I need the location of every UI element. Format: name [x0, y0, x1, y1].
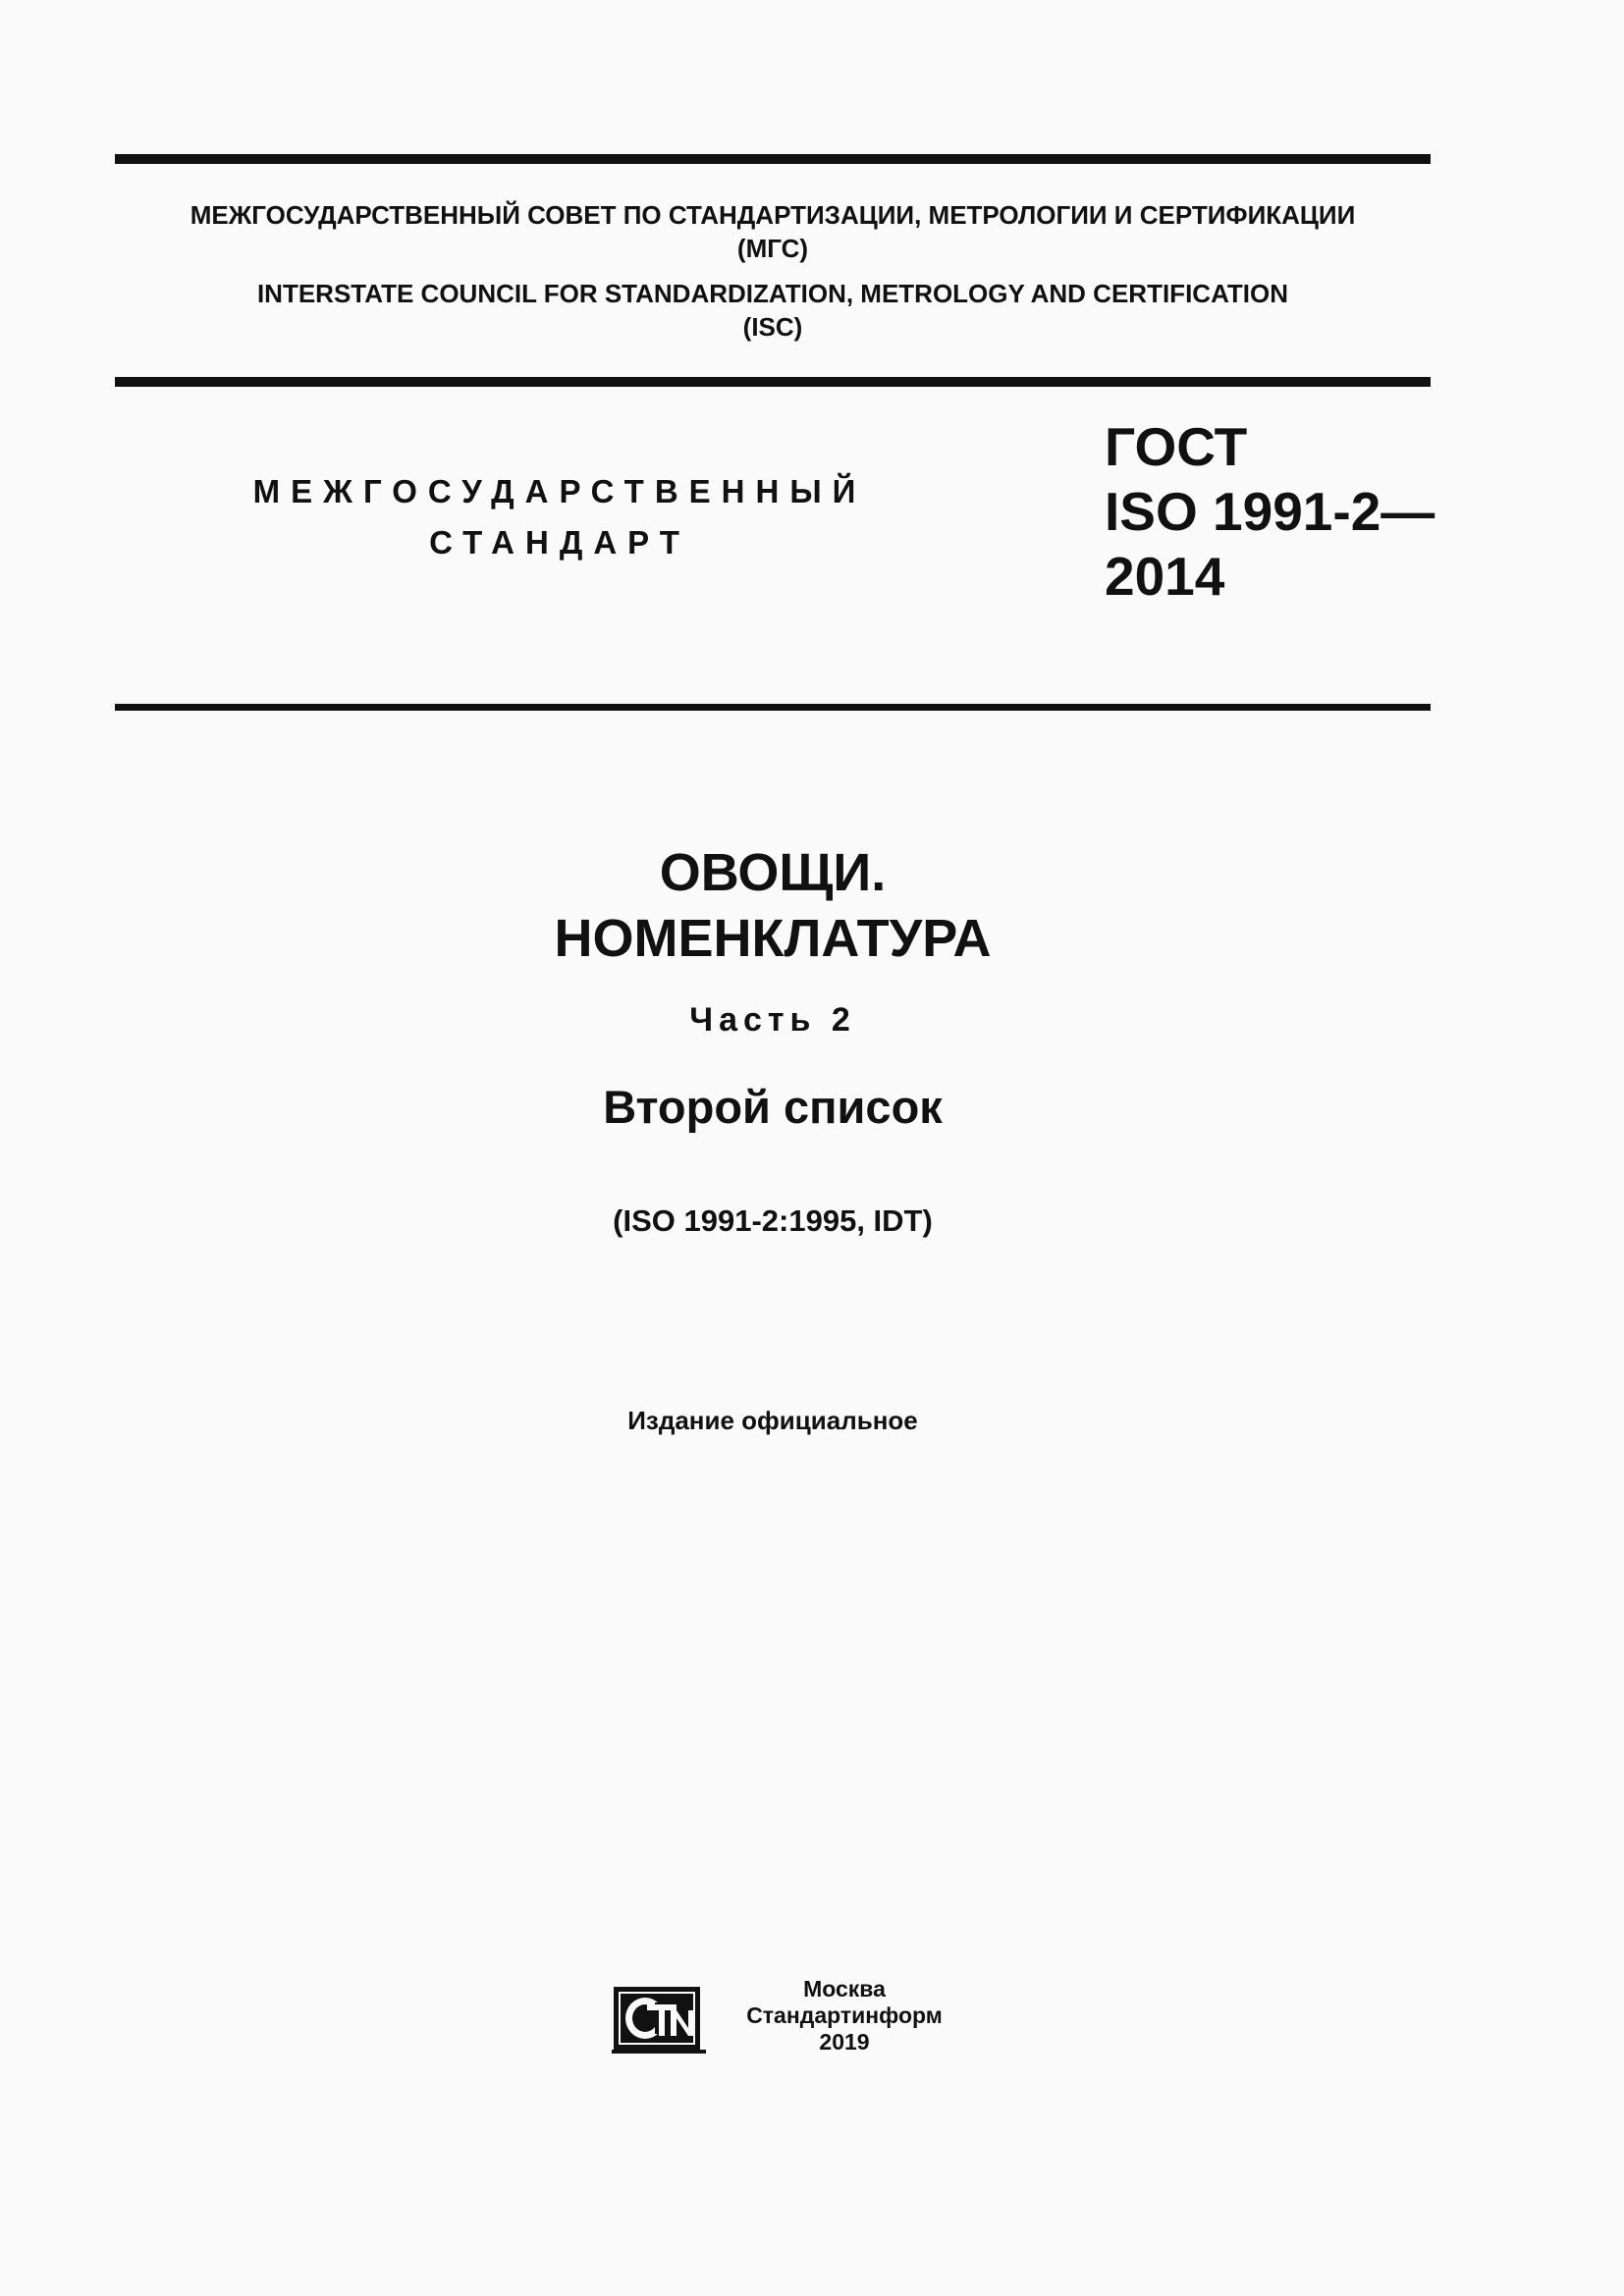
standard-type-line2: СТАНДАРТ — [429, 524, 690, 561]
header-rule — [115, 377, 1431, 387]
standard-type-line1: МЕЖГОСУДАРСТВЕННЫЙ — [252, 473, 867, 509]
gost-line3: 2014 — [1105, 546, 1225, 607]
publisher-city: Москва — [803, 1976, 886, 2002]
publisher-year: 2019 — [819, 2029, 870, 2055]
iso-reference: (ISO 1991-2:1995, IDT) — [613, 1203, 933, 1238]
publisher-block — [727, 1976, 962, 2056]
part-number: Часть 2 — [689, 1001, 856, 1039]
title-line2: НОМЕНКЛАТУРА — [554, 909, 992, 968]
standard-type — [245, 466, 874, 568]
council-en-abbr: (ISC) — [742, 312, 803, 342]
gost-line1: ГОСТ — [1105, 416, 1248, 477]
council-en: INTERSTATE COUNCIL FOR STANDARDIZATION, METROLOGY AND CERTIFICATION — [256, 279, 1289, 308]
subtitle: Второй список — [603, 1081, 943, 1133]
council-ru-abbr: (МГС) — [736, 234, 809, 263]
standartinform-logo-icon — [612, 1981, 706, 2054]
edition-note: Издание официальное — [627, 1406, 918, 1435]
gost-designation — [1105, 414, 1435, 609]
publisher-name: Стандартинформ — [746, 2002, 943, 2028]
council-ru: МЕЖГОСУДАРСТВЕННЫЙ СОВЕТ ПО СТАНДАРТИЗАЦИИ, МЕТРОЛОГИИ И СЕРТИФИКАЦИИ — [189, 200, 1356, 230]
top-rule — [115, 154, 1431, 164]
title-line1: ОВОЩИ. — [659, 843, 887, 902]
designation-rule — [115, 704, 1431, 711]
gost-line2: ISO 1991-2— — [1105, 481, 1435, 542]
